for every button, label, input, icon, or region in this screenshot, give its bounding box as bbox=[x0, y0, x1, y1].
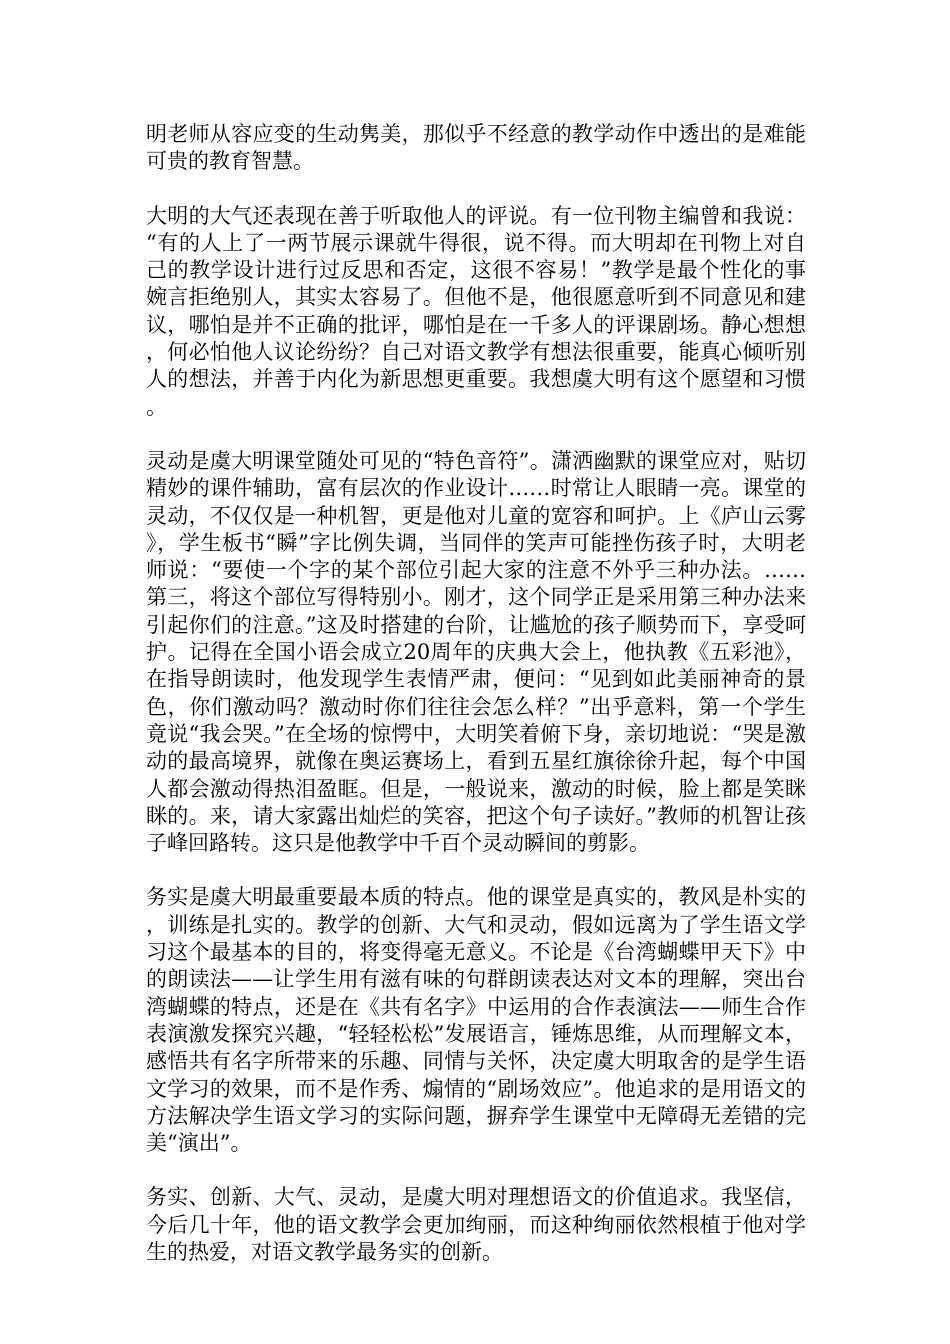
paragraph-3: 灵动是虞大明课堂随处可见的“特色音符”。潇洒幽默的课堂应对，贴切精妙的课件辅助，富有层次的作业设计……时常让人眼睛一亮。课堂的灵动，不仅仅是一种机智，更是他对儿童的宽容和呵护。上《庐山云雾》，学生板书“瞬”字比例失调，当同伴的笑声可能挫伤孩子时，大明老师说：“要使一个字的某个部位引起大家的注意不外乎三种办法。……第三，将这个部位写得特别小。刚才，这个同学正是采用第三种办法来引起你们的注意。”这及时搭建的台阶，让尴尬的孩子顺势而下，享受呵护。记得在全国小语会成立20周年的庆典大会上，他执教《五彩池》，在指导朗读时，他发现学生表情严肃，便问：“见到如此美丽神奇的景色，你们激动吗？激动时你们往往会怎么样？”出乎意料，第一个学生竟说“我会哭。”在全场的惊愕中，大明笑着俯下身，亲切地说：“哭是激动的最高境界，就像在奥运赛场上，看到五星红旗徐徐升起，每个中国人都会激动得热泪盈眶。但是，一般说来，激动的时候，脸上都是笑眯眯的。来，请大家露出灿烂的笑容，把这个句子读好。”教师的机智让孩子峰回路转。这只是他教学中千百个灵动瞬间的剪影。 bbox=[146, 448, 806, 856]
paragraph-2: 大明的大气还表现在善于听取他人的评说。有一位刊物主编曾和我说：“有的人上了一两节展示课就牛得很，说不得。而大明却在刊物上对自己的教学设计进行过反思和否定，这很不容易！”教学是最个性化的事婉言拒绝别人，其实太容易了。但他不是，他很愿意听到不同意见和建议，哪怕是并不正确的批评，哪怕是在一千多人的评课剧场。静心想想，何必怕他人议论纷纷？自己对语文教学有想法很重要，能真心倾听别人的想法，并善于内化为新思想更重要。我想虞大明有这个愿望和习惯。 bbox=[146, 203, 806, 419]
paragraph-4: 务实是虞大明最重要最本质的特点。他的课堂是真实的，教风是朴实的，训练是扎实的。教学的创新、大气和灵动，假如远离为了学生语文学习这个最基本的目的，将变得毫无意义。不论是《台湾蝴蝶甲天下》中的朗读法——让学生用有滋有味的句群朗读表达对文本的理解，突出台湾蝴蝶的特点，还是在《共有名字》中运用的合作表演法——师生合作表演激发探究兴趣，“轻轻松松”发展语言，锤炼思维，从而理解文本，感悟共有名字所带来的乐趣、同情与关怀，决定虞大明取舍的是学生语文学习的效果，而不是作秀、煽情的“剧场效应”。他追求的是用语文的方法解决学生语文学习的实际问题，摒弃学生课堂中无障碍无差错的完美“演出”。 bbox=[146, 885, 806, 1156]
paragraph-5: 务实、创新、大气、灵动，是虞大明对理想语文的价值追求。我坚信，今后几十年，他的语文教学会更加绚丽，而这种绚丽依然根植于他对学生的热爱，对语文教学最务实的创新。 bbox=[146, 1185, 806, 1264]
paragraph-1: 明老师从容应变的生动隽美，那似乎不经意的教学动作中透出的是难能可贵的教育智慧。 bbox=[146, 122, 806, 174]
document-page bbox=[146, 121, 806, 1293]
